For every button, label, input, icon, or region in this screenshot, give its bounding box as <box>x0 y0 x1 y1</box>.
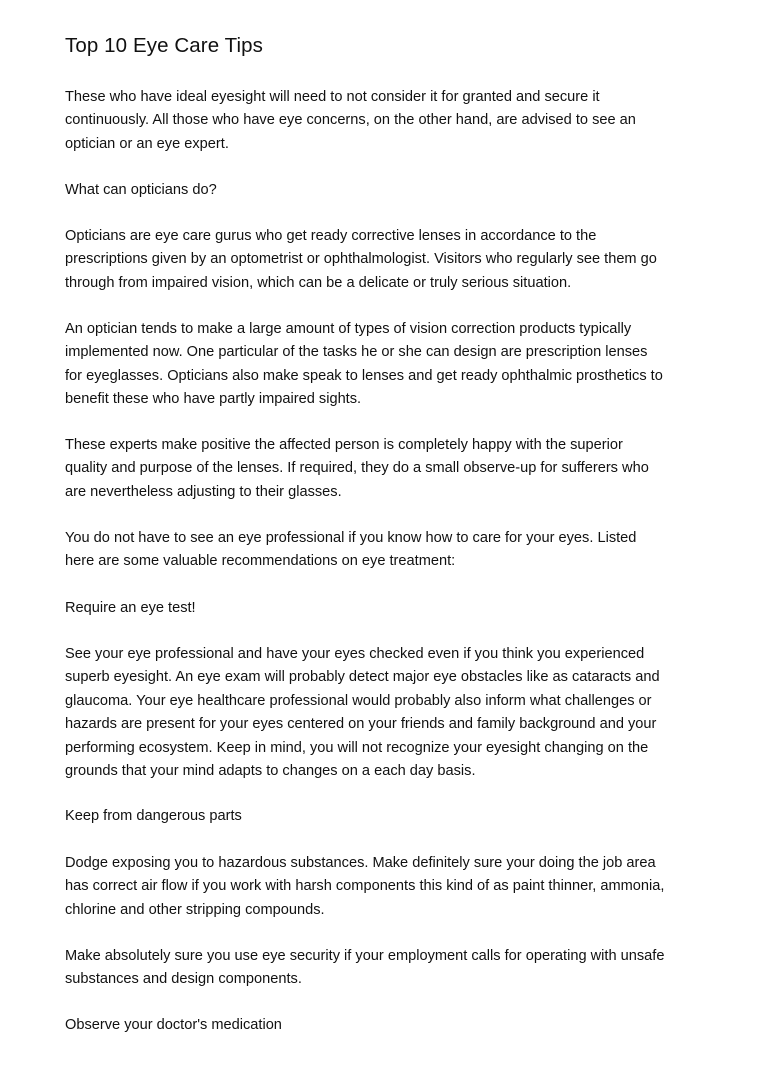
paragraph-opticians-gurus <box>65 225 657 295</box>
text-line: substances and design components. <box>65 971 302 988</box>
text-line: Make absolutely sure you use eye security if your employment calls for operating with unsafe <box>65 948 665 964</box>
text-line: Opticians are eye care gurus who get ready corrective lenses in accordance to the <box>65 228 597 244</box>
text-line: grounds that your mind adapts to changes on a each day basis. <box>65 763 476 780</box>
text-line: Dodge exposing you to hazardous substances. Make definitely sure your doing the job area <box>65 855 656 871</box>
section-heading-what-opticians-do <box>65 179 217 202</box>
text-line: benefit these who have partly impaired sights. <box>65 391 362 408</box>
text-line: Keep from dangerous parts <box>65 808 242 824</box>
paragraph-recommendations-intro <box>65 527 636 574</box>
text-line: An optician tends to make a large amount of types of vision correction products typically <box>65 321 632 337</box>
text-line: for eyeglasses. Opticians also make speak to lenses and get ready ophthalmic prosthetics to <box>65 367 663 384</box>
text-line: See your eye professional and have your eyes checked even if you think you experienced <box>65 646 645 662</box>
text-line: prescriptions given by an optometrist or ophthalmologist. Visitors who regularly see them go <box>65 251 657 268</box>
text-line: here are some valuable recommendations on eye treatment: <box>65 553 456 570</box>
text-line: continuously. All those who have eye concerns, on the other hand, are advised to see an <box>65 112 636 129</box>
section-heading-dangerous-parts <box>65 805 242 828</box>
text-line: glaucoma. Your eye healthcare professional would probably also inform what challenges or <box>65 692 652 709</box>
text-line: These experts make positive the affected person is completely happy with the superior <box>65 437 623 453</box>
text-line: implemented now. One particular of the tasks he or she can design are prescription lenses <box>65 344 648 361</box>
paragraph-intro <box>65 86 636 156</box>
section-heading-doctors-medication <box>65 1014 282 1037</box>
text-line: optician or an eye expert. <box>65 135 229 152</box>
paragraph-hazardous-substances <box>65 852 664 922</box>
text-line: chlorine and other stripping compounds. <box>65 901 325 918</box>
text-line: Require an eye test! <box>65 600 196 616</box>
text-line: quality and purpose of the lenses. If required, they do a small observe-up for sufferers who <box>65 460 649 477</box>
text-line: hazards are present for your eyes centered on your friends and family background and your <box>65 716 657 733</box>
text-line: superb eyesight. An eye exam will probably detect major eye obstacles like as cataracts and <box>65 669 660 686</box>
text-line: What can opticians do? <box>65 182 217 198</box>
text-line: These who have ideal eyesight will need to not consider it for granted and secure it <box>65 89 600 105</box>
paragraph-eye-exam <box>65 643 660 783</box>
paragraph-experts-quality <box>65 434 649 504</box>
text-line: has correct air flow if you work with harsh components this kind of as paint thinner, ammonia, <box>65 878 665 895</box>
text-line: performing ecosystem. Keep in mind, you will not recognize your eyesight changing on the <box>65 739 649 756</box>
section-heading-eye-test <box>65 597 196 620</box>
page-title: Top 10 Eye Care Tips <box>65 34 263 57</box>
paragraph-eye-security <box>65 945 664 992</box>
paragraph-optician-products <box>65 318 663 412</box>
text-line: through from impaired vision, which can be a delicate or truly serious situation. <box>65 274 572 291</box>
text-line: You do not have to see an eye professional if you know how to care for your eyes. Listed <box>65 530 637 546</box>
text-line: Observe your doctor's medication <box>65 1017 282 1033</box>
text-line: are nevertheless adjusting to their glasses. <box>65 483 342 500</box>
